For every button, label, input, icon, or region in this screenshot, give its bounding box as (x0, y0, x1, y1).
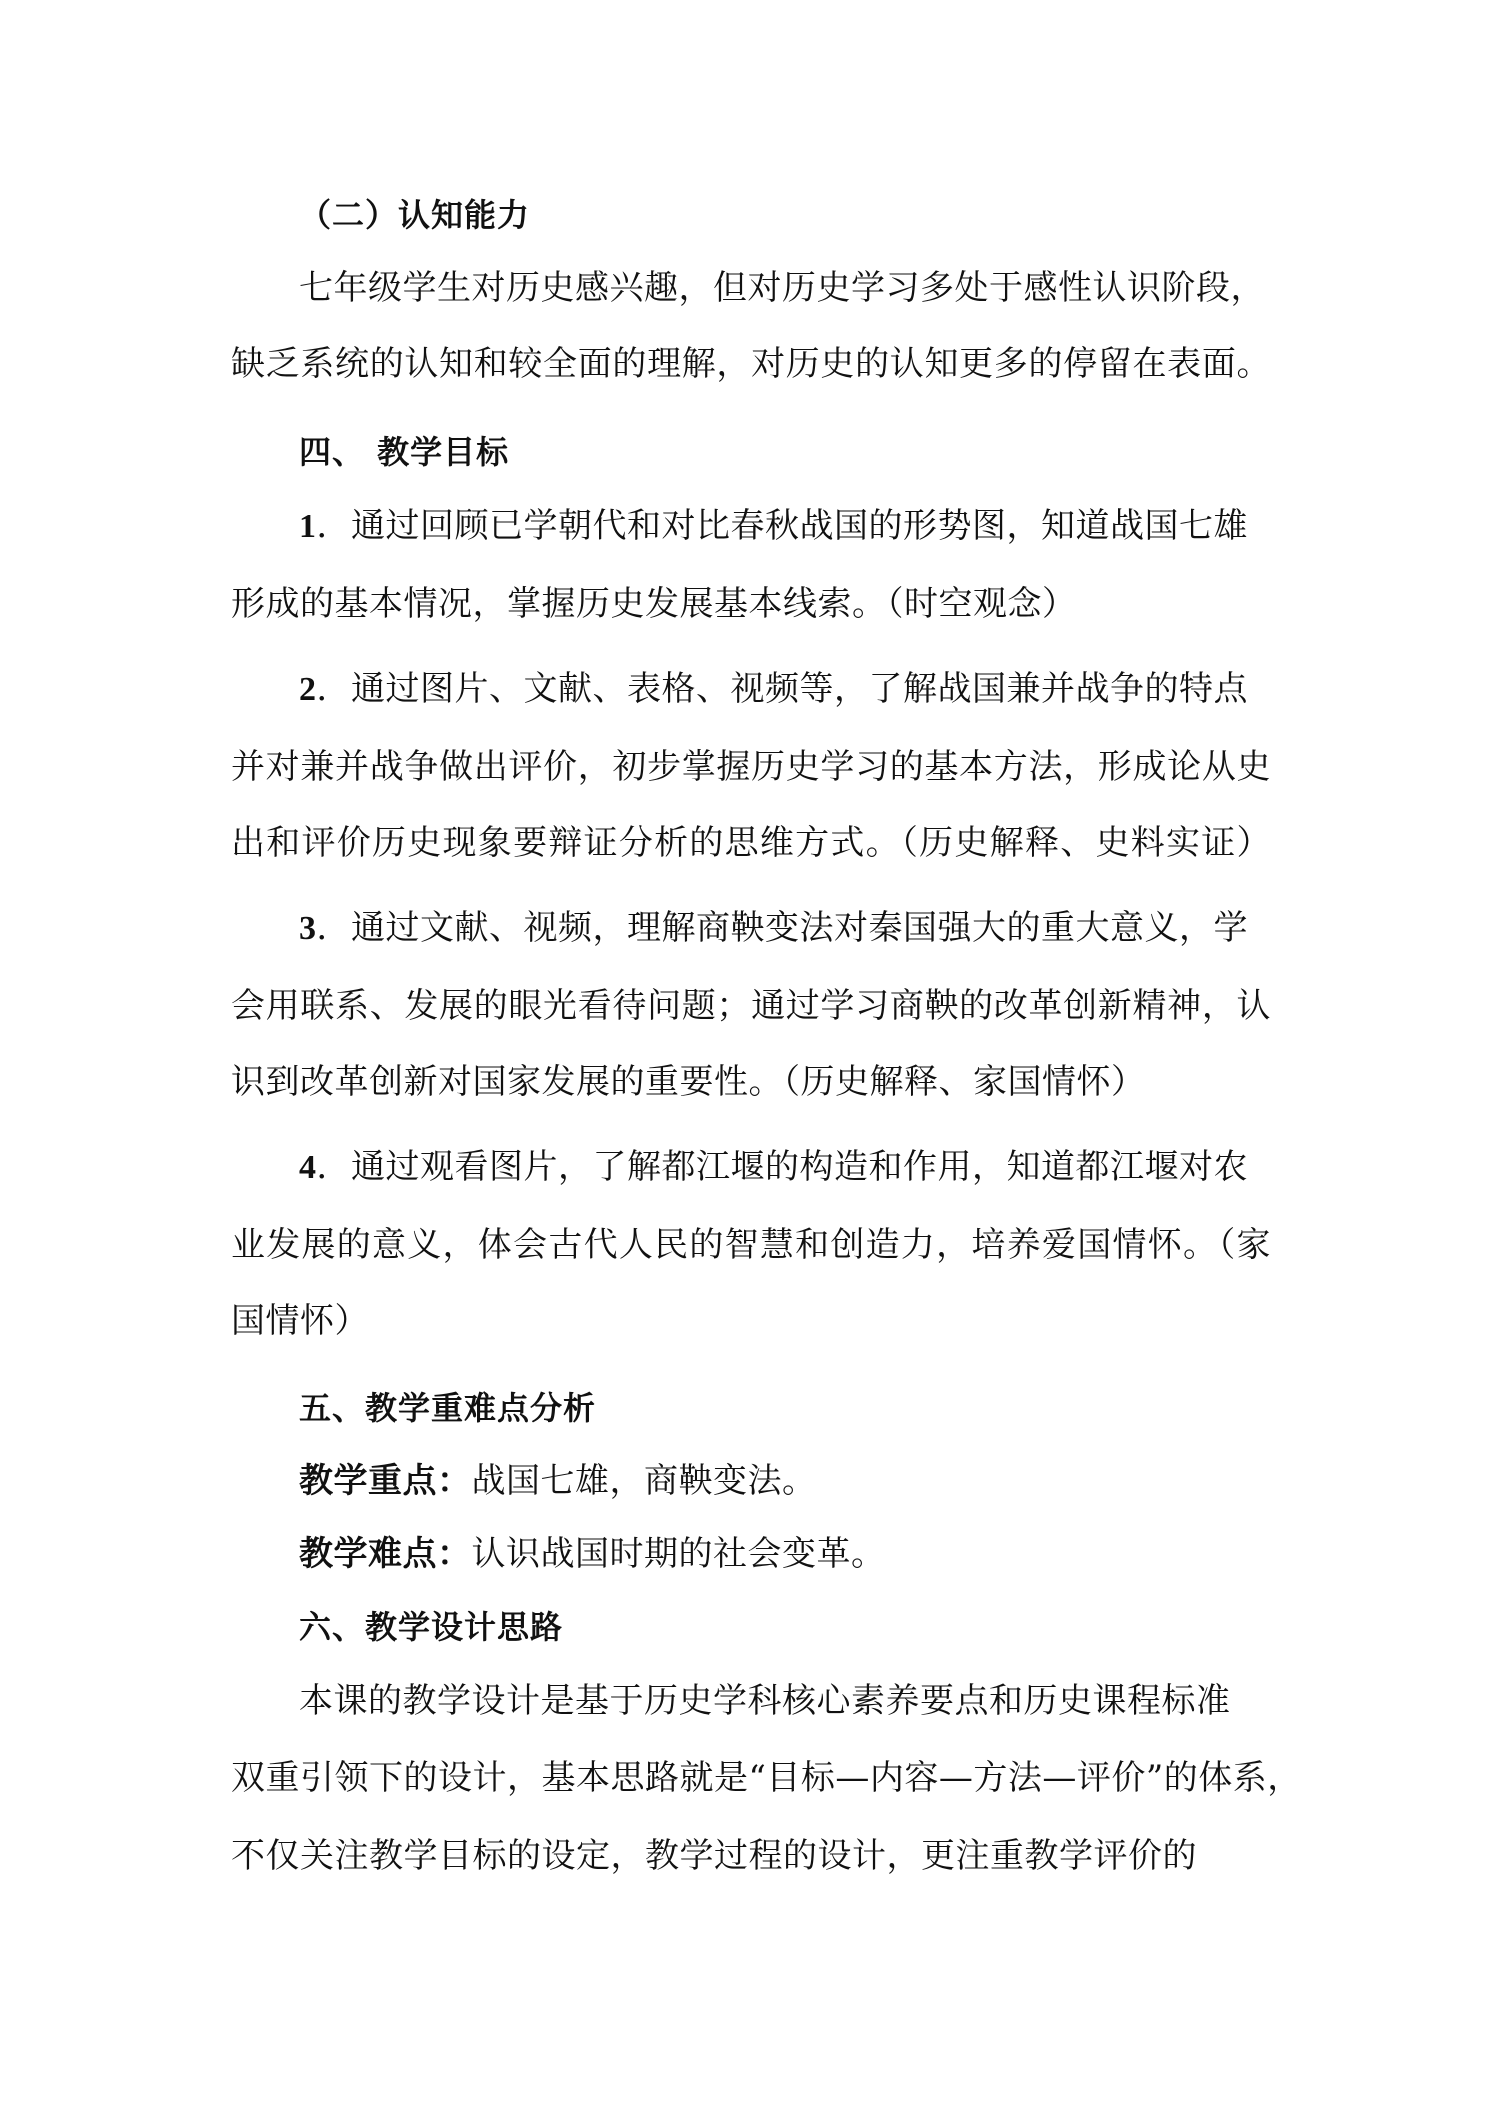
paragraph-line: 双重引领下的设计，基本思路就是“目标—内容—方法—评价”的体系， (231, 1758, 1302, 1798)
goal-number: 2 (299, 671, 317, 708)
key-focus (299, 1459, 817, 1503)
goal-number: 3 (299, 910, 317, 947)
goal-number: 1 (299, 508, 317, 545)
section-heading-goals: 四、 教学目标 (299, 433, 510, 471)
paragraph-line: 识到改革创新对国家发展的重要性。（历史解释、家国情怀） (231, 1062, 1146, 1102)
goal-text: ．通过观看图片，了解都江堰的构造和作用，知道都江堰对农 (316, 1147, 1248, 1187)
paragraph-line: 不仅关注教学目标的设定，教学过程的设计，更注重教学评价的 (231, 1836, 1197, 1876)
key-difficulty-text: 认识战国时期的社会变革。 (471, 1534, 886, 1574)
goal-number: 4 (299, 1149, 317, 1186)
goal-item-2 (299, 667, 1271, 712)
section-heading-key-points: 五、教学重难点分析 (299, 1389, 597, 1427)
paragraph-line: 国情怀） (231, 1301, 369, 1341)
goal-text: ．通过回顾已学朝代和对比春秋战国的形势图，知道战国七雄 (316, 506, 1248, 546)
section-heading-cognitive: （二）认知能力 (299, 196, 531, 234)
paragraph-line: 七年级学生对历史感兴趣，但对历史学习多处于感性认识阶段， (299, 268, 1265, 308)
paragraph-line: 出和评价历史现象要辩证分析的思维方式。（历史解释、史料实证） (231, 823, 1271, 863)
key-difficulty-label: 教学难点： (299, 1534, 472, 1574)
key-focus-label: 教学重点： (299, 1461, 472, 1501)
section-heading-design: 六、教学设计思路 (299, 1608, 564, 1646)
goal-item-1 (299, 504, 1271, 549)
paragraph-line: 缺乏系统的认知和较全面的理解，对历史的认知更多的停留在表面。 (231, 344, 1271, 384)
key-focus-text: 战国七雄，商鞅变法。 (471, 1461, 817, 1501)
goal-item-4 (299, 1145, 1271, 1190)
goal-item-3 (299, 906, 1271, 951)
key-difficulty (299, 1532, 886, 1576)
paragraph-line: 会用联系、发展的眼光看待问题；通过学习商鞅的改革创新精神，认 (231, 986, 1271, 1026)
paragraph-line: 形成的基本情况，掌握历史发展基本线索。（时空观念） (231, 584, 1077, 624)
paragraph-line: 本课的教学设计是基于历史学科核心素养要点和历史课程标准 (299, 1681, 1231, 1721)
paragraph-line: 并对兼并战争做出评价，初步掌握历史学习的基本方法，形成论从史 (231, 747, 1271, 787)
goal-text: ．通过图片、文献、表格、视频等，了解战国兼并战争的特点 (316, 669, 1248, 709)
goal-text: ．通过文献、视频，理解商鞅变法对秦国强大的重大意义，学 (316, 908, 1248, 948)
paragraph-line: 业发展的意义，体会古代人民的智慧和创造力，培养爱国情怀。（家 (231, 1225, 1271, 1265)
